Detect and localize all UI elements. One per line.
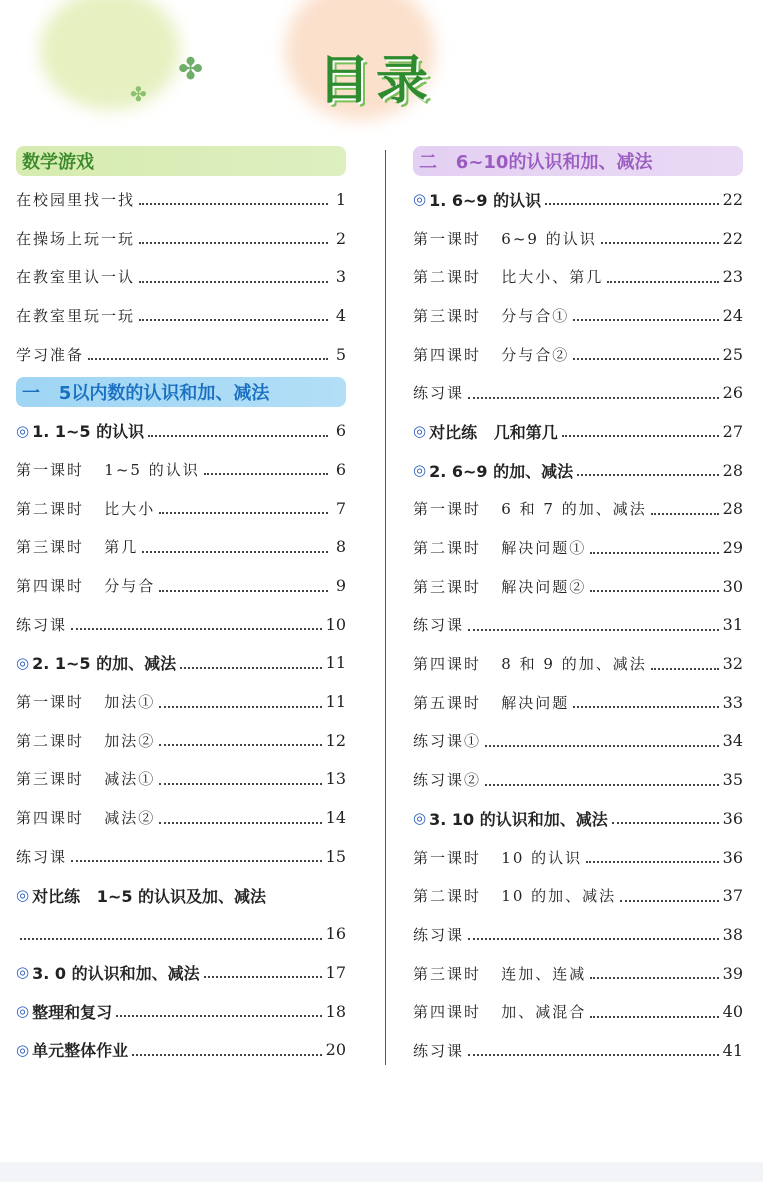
toc-section[interactable] [16, 992, 346, 1031]
page-number: 27 [722, 421, 743, 441]
leader-dots [620, 900, 718, 902]
leader-dots [159, 590, 328, 592]
leader-dots [148, 435, 328, 437]
toc-entry[interactable] [16, 721, 346, 760]
toc-entry[interactable] [16, 219, 346, 258]
toc-section[interactable] [413, 451, 743, 490]
entry-label: 3. 10 的认识和加、减法 [429, 809, 608, 829]
leader-dots [159, 512, 328, 514]
toc-entry[interactable] [16, 760, 346, 799]
entry-label: 1. 6~9 的认识 [429, 190, 542, 210]
page-number: 8 [335, 537, 346, 557]
leader-dots [573, 319, 718, 321]
page-number: 29 [722, 538, 743, 558]
page-number: 22 [722, 189, 743, 209]
leader-dots [159, 744, 321, 746]
double-circle-icon: ◎ [413, 809, 427, 828]
leader-dots [20, 938, 322, 940]
leader-dots [607, 281, 718, 283]
entry-label: 第二课时 比大小 [16, 499, 156, 518]
toc-entry[interactable] [413, 296, 743, 335]
leader-dots [142, 551, 328, 553]
leader-dots [468, 938, 719, 940]
entry-label: 在教室里玩一玩 [16, 306, 136, 325]
page-number: 28 [722, 499, 743, 519]
entry-label: 第一课时 加法① [16, 693, 156, 712]
double-circle-icon: ◎ [16, 1002, 30, 1021]
leader-dots [139, 319, 328, 321]
entry-label: 第三课时 解决问题② [413, 577, 587, 596]
entry-label: 第一课时 10 的认识 [413, 848, 583, 867]
column-divider [385, 150, 386, 1065]
toc-entry[interactable] [16, 566, 346, 605]
leaf-icon: ✤ [178, 52, 204, 87]
toc-entry[interactable] [413, 219, 743, 258]
toc-entry[interactable] [413, 760, 743, 799]
unit-banner[interactable] [16, 146, 346, 176]
entry-label: 第四课时 8 和 9 的加、减法 [413, 655, 647, 674]
page-number: 28 [722, 460, 743, 480]
leader-dots [573, 706, 718, 708]
toc-section[interactable] [16, 953, 346, 992]
entry-label: 第四课时 分与合 [16, 577, 156, 596]
entry-label: 对比练 几和第几 [429, 422, 558, 442]
double-circle-icon: ◎ [16, 1040, 30, 1059]
page-number: 40 [722, 1002, 743, 1022]
page-number: 4 [335, 305, 346, 325]
leader-dots [590, 977, 718, 979]
leader-dots [573, 358, 718, 360]
leader-dots [601, 242, 719, 244]
page-number: 5 [335, 344, 346, 364]
page-number: 3 [335, 267, 346, 287]
leader-dots [562, 435, 719, 437]
entry-label: 2. 6~9 的加、减法 [429, 461, 574, 481]
double-circle-icon: ◎ [16, 421, 30, 440]
toc-entry[interactable] [16, 450, 346, 489]
mountain-decoration [40, 0, 180, 110]
page-number: 14 [325, 808, 346, 828]
entry-label: 第二课时 10 的加、减法 [413, 887, 617, 906]
toc-section[interactable] [16, 644, 346, 683]
leader-dots [159, 706, 321, 708]
entry-label: 在教室里认一认 [16, 268, 136, 287]
toc-entry[interactable] [16, 798, 346, 837]
leader-dots [159, 822, 321, 824]
page-number: 30 [722, 576, 743, 596]
leader-dots [71, 860, 322, 862]
leader-dots [590, 590, 718, 592]
entry-label: 学习准备 [16, 345, 85, 364]
page-number: 38 [722, 924, 743, 944]
toc-entry[interactable] [16, 605, 346, 644]
page-number: 31 [722, 615, 743, 635]
leader-dots [204, 976, 322, 978]
unit-banner[interactable] [16, 377, 346, 407]
page-number: 37 [722, 886, 743, 906]
page-number: 32 [722, 654, 743, 674]
leader-dots [139, 281, 328, 283]
entry-label: 第三课时 分与合① [413, 306, 570, 325]
toc-section[interactable] [16, 876, 346, 915]
entry-label: 第四课时 加、减混合 [413, 1003, 587, 1022]
leader-dots [139, 242, 328, 244]
toc-entry[interactable] [413, 954, 743, 993]
unit-title: 数学游戏 [22, 152, 94, 173]
entry-label: 单元整体作业 [32, 1041, 129, 1061]
double-circle-icon: ◎ [16, 653, 30, 672]
page-number: 11 [325, 692, 346, 712]
leader-dots [159, 783, 321, 785]
page-number: 24 [722, 305, 743, 325]
page-number: 15 [325, 846, 346, 866]
page-number: 25 [722, 344, 743, 364]
leader-dots [545, 203, 719, 205]
entry-label: 练习课 [413, 616, 465, 635]
entry-label: 对比练 1~5 的认识及加、减法 [32, 886, 267, 906]
page-number: 20 [325, 1040, 346, 1060]
leader-dots [116, 1015, 322, 1017]
entry-label: 第四课时 分与合② [413, 345, 570, 364]
leader-dots [468, 397, 719, 399]
toc-entry[interactable] [413, 722, 743, 761]
toc-entry[interactable] [413, 335, 743, 374]
entry-label: 第四课时 减法② [16, 809, 156, 828]
toc-entry[interactable] [413, 257, 743, 296]
page-number: 7 [335, 498, 346, 518]
leader-dots [586, 861, 718, 863]
entry-label: 练习课② [413, 771, 482, 790]
toc-left-column [16, 142, 346, 1069]
entry-label: 练习课 [413, 925, 465, 944]
leaf-icon: ✤ [130, 82, 147, 106]
entry-label: 第一课时 6~9 的认识 [413, 229, 597, 248]
toc-entry[interactable] [16, 528, 346, 567]
entry-label: 2. 1~5 的加、减法 [32, 654, 177, 674]
toc-section[interactable] [16, 411, 346, 450]
page-number: 2 [335, 228, 346, 248]
entry-label: 第五课时 解决问题 [413, 693, 570, 712]
page-number: 17 [325, 962, 346, 982]
page-number: 10 [325, 614, 346, 634]
toc-entry[interactable] [413, 683, 743, 722]
entry-label: 练习课 [16, 847, 68, 866]
toc-right-column [413, 142, 743, 1070]
page-number: 36 [722, 808, 743, 828]
page-number: 1 [335, 189, 346, 209]
page-number: 12 [325, 730, 346, 750]
unit-title: 一 5以内数的认识和加、减法 [22, 383, 270, 405]
toc-entry[interactable] [413, 644, 743, 683]
leader-dots [132, 1054, 322, 1056]
leader-dots [88, 358, 328, 360]
leader-dots [590, 1016, 718, 1018]
page-number: 6 [335, 421, 346, 441]
toc-entry[interactable] [413, 490, 743, 529]
toc-entry[interactable] [16, 335, 346, 374]
toc-entry[interactable] [16, 914, 346, 953]
toc-entry[interactable] [16, 180, 346, 219]
toc-entry[interactable] [413, 992, 743, 1031]
toc-section[interactable] [413, 180, 743, 219]
entry-label: 练习课① [413, 732, 482, 751]
leader-dots [468, 629, 719, 631]
entry-label: 练习课 [413, 1041, 465, 1060]
entry-label: 第一课时 1~5 的认识 [16, 460, 200, 479]
page-number: 35 [722, 770, 743, 790]
footer-strip [0, 1162, 763, 1182]
leader-dots [577, 474, 719, 476]
toc-section[interactable] [413, 412, 743, 451]
entry-label: 第二课时 比大小、第几 [413, 268, 604, 287]
leader-dots [139, 203, 328, 205]
toc-entry[interactable] [413, 373, 743, 412]
toc-entry[interactable] [16, 489, 346, 528]
page-number: 41 [722, 1040, 743, 1060]
page-number: 13 [325, 769, 346, 789]
leader-dots [651, 513, 719, 515]
entry-label: 在操场上玩一玩 [16, 229, 136, 248]
unit-title: 二 6~10的认识和加、减法 [419, 152, 653, 173]
entry-label: 整理和复习 [32, 1002, 113, 1022]
entry-label: 第二课时 加法② [16, 731, 156, 750]
page-number: 33 [722, 692, 743, 712]
entry-label: 第三课时 第几 [16, 538, 139, 557]
leader-dots [71, 628, 322, 630]
page-number: 18 [325, 1001, 346, 1021]
unit-banner[interactable] [413, 146, 743, 176]
toc-entry[interactable] [413, 528, 743, 567]
page-number: 9 [335, 576, 346, 596]
toc-entry[interactable] [16, 682, 346, 721]
leader-dots [485, 745, 719, 747]
toc-entry[interactable] [413, 838, 743, 877]
toc-entry[interactable] [413, 606, 743, 645]
toc-entry[interactable] [413, 567, 743, 606]
entry-label: 3. 0 的认识和加、减法 [32, 963, 200, 983]
toc-entry[interactable] [16, 837, 346, 876]
leader-dots [651, 668, 719, 670]
page-number: 39 [722, 963, 743, 983]
page-number: 11 [325, 653, 346, 673]
leader-dots [468, 1054, 719, 1056]
entry-label: 第三课时 连加、连减 [413, 964, 587, 983]
page-number: 36 [722, 847, 743, 867]
toc-section[interactable] [413, 799, 743, 838]
toc-section[interactable] [16, 1030, 346, 1069]
toc-entry[interactable] [16, 296, 346, 335]
leader-dots [485, 784, 719, 786]
page-number: 6 [335, 459, 346, 479]
toc-entry[interactable] [413, 915, 743, 954]
entry-label: 练习课 [16, 615, 68, 634]
entry-label: 第二课时 解决问题① [413, 539, 587, 558]
double-circle-icon: ◎ [413, 422, 427, 441]
entry-label: 1. 1~5 的认识 [32, 422, 145, 442]
double-circle-icon: ◎ [413, 461, 427, 480]
double-circle-icon: ◎ [413, 190, 427, 209]
page-number: 22 [722, 228, 743, 248]
toc-entry[interactable] [413, 1031, 743, 1070]
page-number: 16 [325, 924, 346, 944]
leader-dots [180, 667, 322, 669]
double-circle-icon: ◎ [16, 886, 30, 905]
page-number: 34 [722, 731, 743, 751]
leader-dots [590, 552, 718, 554]
toc-entry[interactable] [16, 257, 346, 296]
entry-label: 第一课时 6 和 7 的加、减法 [413, 500, 647, 519]
entry-label: 第三课时 减法① [16, 770, 156, 789]
double-circle-icon: ◎ [16, 963, 30, 982]
leader-dots [204, 473, 328, 475]
page-title: 目录 [318, 51, 435, 111]
leader-dots [612, 822, 719, 824]
page-number: 26 [722, 383, 743, 403]
entry-label: 练习课 [413, 384, 465, 403]
page-number: 23 [722, 267, 743, 287]
toc-entry[interactable] [413, 876, 743, 915]
entry-label: 在校园里找一找 [16, 190, 136, 209]
